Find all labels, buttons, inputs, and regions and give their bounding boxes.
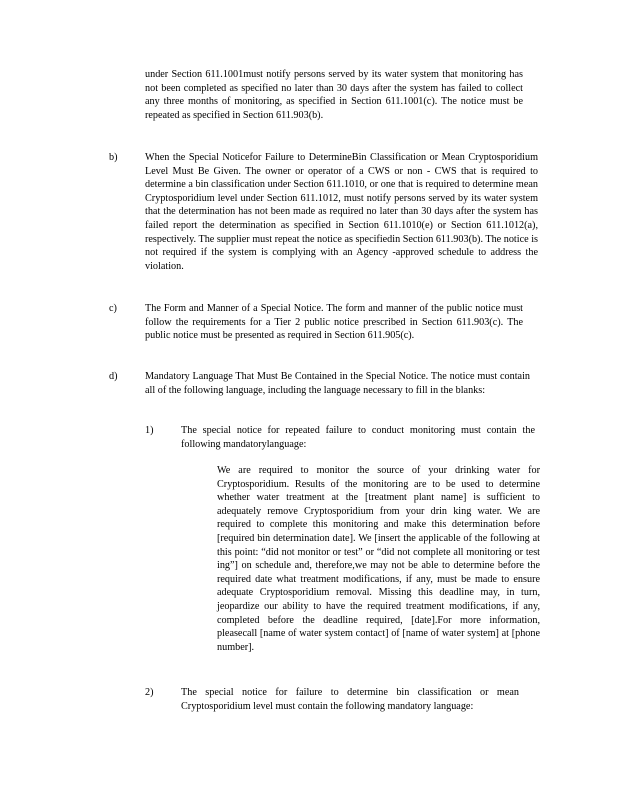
item-b-marker: b) [109, 152, 118, 163]
item-c-text: The Form and Manner of a Special Notice. The form and manner of the public notice must follow the requirements for a Tier 2 public notice prescribed in Section 611.903(c). The public notice must be presented as required in Section 611.905(c). [145, 303, 523, 342]
subitem-2-text: The special notice for failure to determine bin classification or mean Cryptosporidium level must contain the following mandatory language: [181, 687, 519, 712]
item-d-marker: d) [109, 371, 118, 382]
mandatory-language-quote: We are required to monitor the source of your drinking water for Cryptosporidium. Results of the monitoring are to be used to determine whether water treatment at the [treatment plant name] is sufficient to adequately remove Cryptosporidium from your drin king water. We are required to complete this monitoring and make this determination before [required bin determination date]. We [insert the applicable of the following at this point: “did not monitor or test” or “did not complete all monitoring or test ing”] on schedule and, therefore,we may not be able to determine before the required date what treatment modifications, if any, must be made to ensure adequate Cryptosporidium removal. Missing this deadline may, in turn, jeopardize our ability to have the required treatment modifications, if any, completed before the deadline required, [date].For more information, pleasecall [name of water system contact] of [name of water system] at [phone number]. [217, 465, 540, 653]
item-b-text: When the Special Noticefor Failure to DetermineBin Classification or Mean Cryptosporidium Level Must Be Given. The owner or operator of a CWS or non - CWS that is required to determine a bin classification under Section 611.1010, or one that is required to determine mean Cryptosporidium level under Section 611.1012, must notify persons served by its water system that the determination has not been made as required no later than 30 days after the system has failed report the determination as specified in Section 611.1010(e) or Section 611.1012(a), respectively. The supplier must repeat the notice as specifiedin Section 611.903(b). The notice is not required if the system is complying with an Agency -approved schedule to address the violation. [145, 152, 538, 272]
subitem-2-marker: 2) [145, 687, 154, 698]
item-c-marker: c) [109, 303, 117, 314]
subitem-1-text: The special notice for repeated failure to conduct monitoring must contain the following mandatorylanguage: [181, 425, 535, 450]
item-d-text: Mandatory Language That Must Be Contained in the Special Notice. The notice must contain all of the following language, including the language necessary to fill in the blanks: [145, 371, 530, 396]
continuation-paragraph: under Section 611.1001must notify persons served by its water system that monitoring has not been completed as specified no later than 30 days after the system has failed to collect any three months of monitoring, as specified in Section 611.1001(c). The notice must be repeated as specified in Section 611.903(b). [145, 69, 523, 121]
subitem-1-marker: 1) [145, 425, 154, 436]
